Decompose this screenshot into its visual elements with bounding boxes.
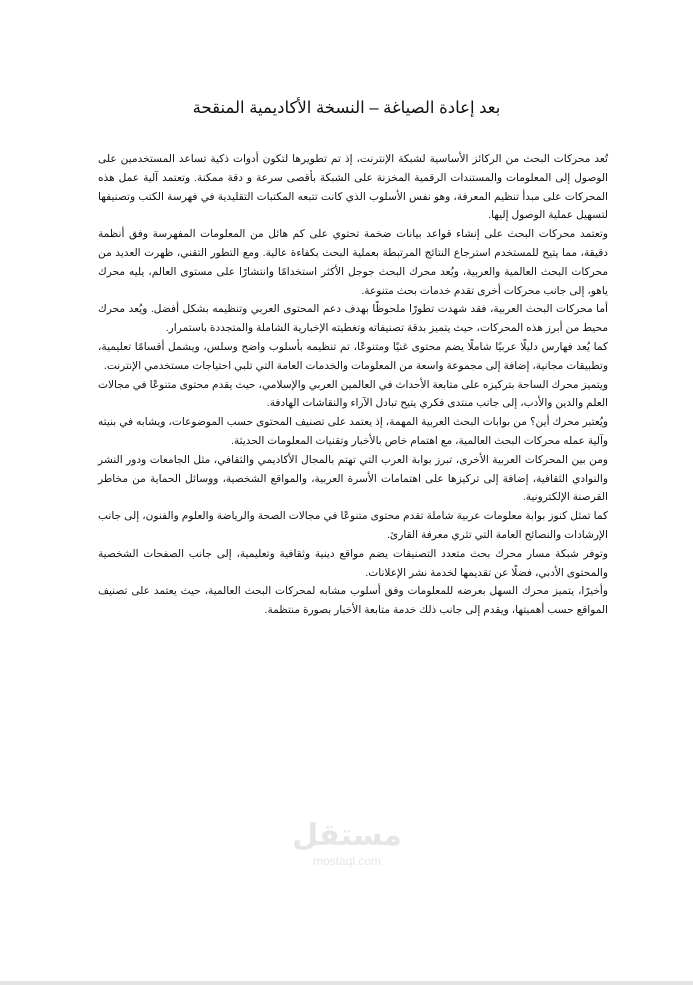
- paragraph-8: كما تمثل كنوز بوابة معلومات عربية شاملة تقدم محتوى متنوعًا في مجالات الصحة والرياضة والعلوم والفنون، إلى جانب الإرشادات والنصائح العامة التي تثري معرفة القارئ.: [98, 510, 608, 541]
- paragraph-5: ويتميز محرك الساحة بتركيزه على متابعة الأحداث في العالمين العربي والإسلامي، حيث يقدم محتوى متنوعًا في مجالات العلم والدين والأدب، إلى جانب منتدى فكري يتيح تبادل الآراء والنقاشات الهادفة.: [98, 378, 608, 410]
- watermark-arabic: مستقل: [292, 819, 402, 852]
- document-body: [98, 150, 608, 620]
- paragraph-7: ومن بين المحركات العربية الأخرى، تبرز بوابة العرب التي تهتم بالمجال الأكاديمي والثقافي، مثل الجامعات ودور النشر والنوادي الثقافية، إضافة إلى تركيزها على اهتمامات الأسرة العربية، والمواقع الشخصية، ووسائل الحماية من مخاطر القرصنة الإلكترونية.: [98, 453, 608, 504]
- watermark-latin: mostaql.com: [312, 854, 382, 868]
- paragraph-1: تُعد محركات البحث من الركائز الأساسية لشبكة الإنترنت، إذ تم تطويرها لتكون أدوات ذكية تساعد المستخدمين على الوصول إلى المعلومات والمستندات الرقمية المخزنة على الشبكة بأقصى سرعة و دقة ممكنة. وتعتمد آلية عمل هذه المحركات على مبدأ تنظيم المعرفة، وهو نفس الأسلوب الذي كانت تتبعه المكتبات التقليدية في فهرسة الكتب وتصنيفها لتسهيل عملية الوصول إليها.: [98, 153, 608, 222]
- bottom-divider: [0, 981, 693, 985]
- paragraph-4: كما يُعد فهارس دليلًا عربيًا شاملًا يضم محتوى غنيًا ومتنوعًا، تم تنظيمه بأسلوب واضح وسلس، ويشمل أقسامًا تعليمية، وتطبيقات مجانية، إضافة إلى مجموعة واسعة من المعلومات والخدمات العامة التي تلبي احتياجات مستخدمي الإنترنت.: [98, 340, 608, 372]
- paragraph-10: وأخيرًا، يتميز محرك السهل بعرضه للمعلومات وفق أسلوب مشابه لمحركات البحث العالمية، حيث يعتمد على تصنيف المواقع حسب أهميتها، ويقدم إلى جانب ذلك خدمة متابعة الأخبار بصورة منتظمة.: [98, 585, 608, 617]
- paragraph-9: وتوفر شبكة مسار محرك بحث متعدد التصنيفات يضم مواقع دينية وثقافية وتعليمية، إلى جانب الصفحات الشخصية والمحتوى الأدبي، فضلًا عن تقديمها لخدمة نشر الإعلانات.: [98, 547, 608, 579]
- paragraph-3: أما محركات البحث العربية، فقد شهدت تطورًا ملحوظًا بهدف دعم المحتوى العربي وتنظيمه بشكل أفضل. ويُعد محرك محيط من أبرز هذه المحركات، حيث يتميز بدقة تصنيفاته وتغطيته الإخبارية الشاملة والمتجددة باستمرار.: [98, 303, 608, 335]
- paragraph-6: ويُعتبر محرك أين؟ من بوابات البحث العربية المهمة، إذ يعتمد على تصنيف المحتوى حسب الموضوعات، ويشابه في بنيته وآلية عمله محركات البحث العالمية، مع اهتمام خاص بالأخبار وتقنيات المعلومات الحديثة.: [98, 416, 608, 447]
- paragraph-2: وتعتمد محركات البحث على إنشاء قواعد بيانات ضخمة تحتوي على كم هائل من المعلومات المفهرسة وفق أنظمة دقيقة، مما يتيح للمستخدم استرجاع النتائج المرتبطة بعملية البحث بكفاءة عالية. ومع التطور التقني، ظهرت العديد من محركات البحث العالمية والعربية، ويُعد محرك البحث جوجل الأكثر استخدامًا وانتشارًا على مستوى العالم، يليه محرك ياهو، إلى جانب محركات أخرى تقدم خدمات بحث متنوعة.: [98, 228, 608, 297]
- document-title: بعد إعادة الصياغة – النسخة الأكاديمية المنقحة: [192, 99, 501, 117]
- watermark-logo: [292, 818, 402, 868]
